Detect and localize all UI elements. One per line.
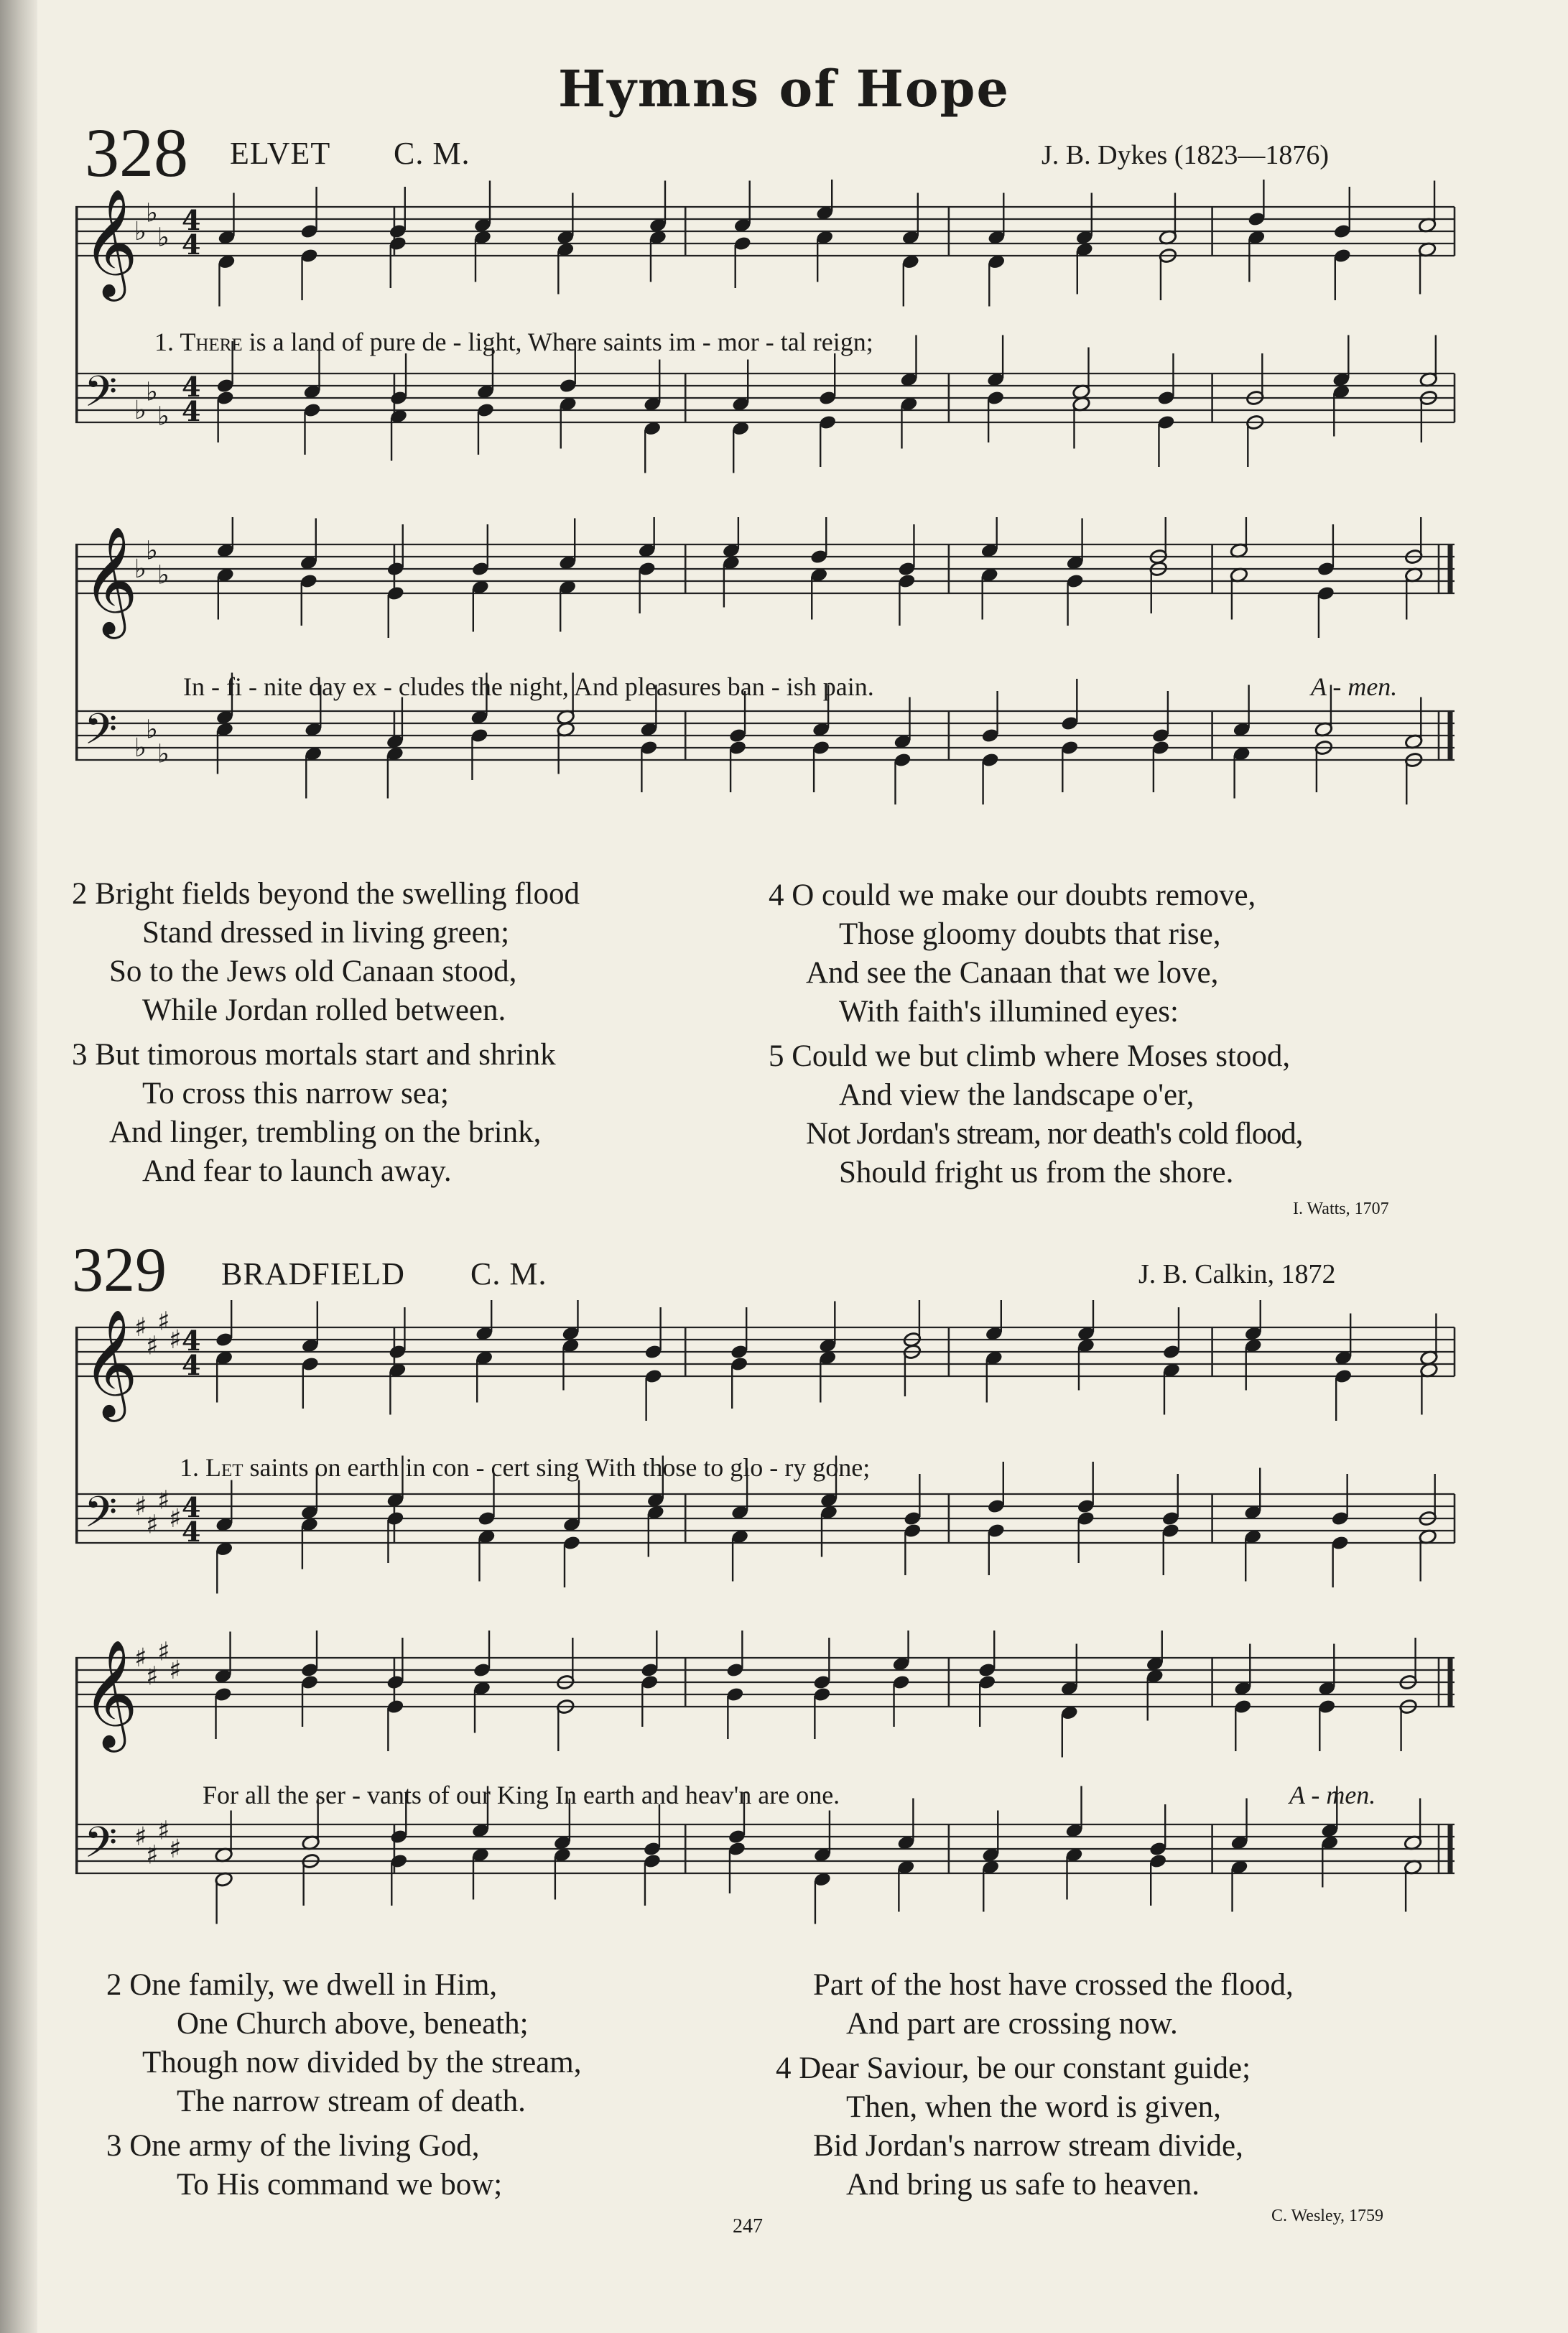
- composer: J. B. Calkin, 1872: [1138, 1259, 1336, 1289]
- page-number: 247: [733, 2215, 763, 2237]
- time-signature-top: 4: [182, 371, 201, 403]
- bass-clef-icon: 𝄢: [84, 366, 118, 427]
- text-credit: C. Wesley, 1759: [1271, 2207, 1384, 2225]
- flat-icon: ♭: [134, 396, 147, 425]
- sharp-icon: ♯: [157, 1816, 170, 1846]
- time-signature-top: 4: [182, 1491, 201, 1523]
- text-credit: I. Watts, 1707: [1293, 1200, 1389, 1218]
- lyric-line-1: 1. There is a land of pure de - light, Where saints im - mor - tal reign;: [154, 328, 873, 356]
- flat-icon: ♭: [134, 733, 147, 763]
- sharp-icon: ♯: [146, 1510, 159, 1540]
- verse-2: 2 One family, we dwell in Him, One Church above, beneath; Though now divided by the stream, The narrow stream of death.: [106, 1968, 582, 2118]
- flat-icon: ♭: [146, 377, 158, 407]
- composer: J. B. Dykes (1823—1876): [1042, 140, 1330, 170]
- sharp-icon: ♯: [146, 1661, 159, 1692]
- sharp-icon: ♯: [134, 1492, 147, 1521]
- treble-clef-icon: 𝄞: [83, 1638, 138, 1748]
- sharp-icon: ♯: [146, 1331, 159, 1361]
- treble-clef-icon: 𝄞: [83, 1308, 138, 1417]
- lyric-line-3: 1. Let saints on earth in con - cert sing With those to glo - ry gone;: [180, 1453, 871, 1482]
- sharp-icon: ♯: [169, 1325, 182, 1355]
- time-signature-bottom: 4: [182, 1516, 201, 1548]
- sharp-icon: ♯: [134, 1822, 147, 1852]
- amen-lyric: A - men.: [1289, 1781, 1376, 1809]
- lyric-line-2: In - fi - nite day ex - cludes the night, And pleasures ban - ish pain.: [183, 672, 874, 701]
- flat-icon: ♭: [157, 560, 170, 590]
- meter: C. M.: [394, 136, 470, 171]
- page-binding-edge: [0, 0, 37, 2333]
- hymn-number: 329: [72, 1235, 167, 1305]
- time-signature-bottom: 4: [182, 395, 201, 427]
- sharp-icon: ♯: [157, 1307, 170, 1337]
- flat-icon: ♭: [134, 217, 147, 246]
- bass-clef-icon: 𝄢: [84, 704, 118, 764]
- time-signature-top: 4: [182, 1325, 201, 1357]
- sharp-icon: ♯: [134, 1313, 147, 1342]
- sharp-icon: ♯: [157, 1637, 170, 1667]
- verse-2: 2 Bright fields beyond the swelling flood Stand dressed in living green; So to the Jews old Canaan stood, While Jordan rolled between.: [72, 877, 580, 1027]
- amen-lyric: A - men.: [1311, 672, 1398, 701]
- verse-4: 4 Dear Saviour, be our constant guide; Then, when the word is given, Bid Jordan's narrow stream divide, And bring us safe to heaven.: [776, 2051, 1251, 2202]
- flat-icon: ♭: [146, 198, 158, 228]
- sharp-icon: ♯: [169, 1656, 182, 1685]
- bass-clef-icon: 𝄢: [84, 1817, 118, 1878]
- flat-icon: ♭: [157, 223, 170, 253]
- time-signature-bottom: 4: [182, 1349, 201, 1381]
- tune-name: BRADFIELD: [221, 1256, 405, 1291]
- treble-clef-icon: 𝄞: [83, 525, 138, 634]
- sharp-icon: ♯: [157, 1485, 170, 1516]
- bass-clef-icon: 𝄢: [84, 1487, 118, 1547]
- verse-3: 3 One army of the living God, To His command we bow;: [106, 2129, 503, 2202]
- time-signature-top: 4: [182, 204, 201, 236]
- sharp-icon: ♯: [146, 1840, 159, 1870]
- flat-icon: ♭: [134, 555, 147, 584]
- verses-left: [106, 1966, 581, 2204]
- flat-icon: ♭: [157, 402, 170, 432]
- time-signature-bottom: 4: [182, 228, 201, 261]
- verses-right: [776, 1966, 1294, 2204]
- verses-right: [769, 876, 1302, 1192]
- treble-clef-icon: 𝄞: [83, 187, 138, 297]
- flat-icon: ♭: [146, 715, 158, 745]
- verse-4: 4 O could we make our doubts remove, Those gloomy doubts that rise, And see the Canaan that we love, With faith's illumined eyes:: [769, 878, 1256, 1029]
- verse-5: 5 Could we but climb where Moses stood, And view the landscape o'er, Not Jordan's stream, nor death's cold flood, Should fright us from the shore.: [769, 1039, 1303, 1189]
- verses-left: [72, 875, 580, 1191]
- flat-icon: ♭: [146, 536, 158, 566]
- sharp-icon: ♯: [169, 1835, 182, 1864]
- verse-3-continued: Part of the host have crossed the flood, And part are crossing now.: [813, 1968, 1294, 2041]
- sharp-icon: ♯: [169, 1504, 182, 1534]
- sharp-icon: ♯: [134, 1643, 147, 1673]
- verse-3: 3 But timorous mortals start and shrink To cross this narrow sea; And linger, trembling on the brink, And fear to launch away.: [72, 1038, 556, 1188]
- tune-name: ELVET: [230, 136, 331, 171]
- meter: C. M.: [470, 1256, 547, 1291]
- page-title: Hymns of Hope: [557, 59, 1011, 119]
- hymn-number: 328: [85, 114, 188, 191]
- lyric-line-4: For all the ser - vants of our King In earth and heav'n are one.: [203, 1781, 840, 1809]
- flat-icon: ♭: [157, 739, 170, 769]
